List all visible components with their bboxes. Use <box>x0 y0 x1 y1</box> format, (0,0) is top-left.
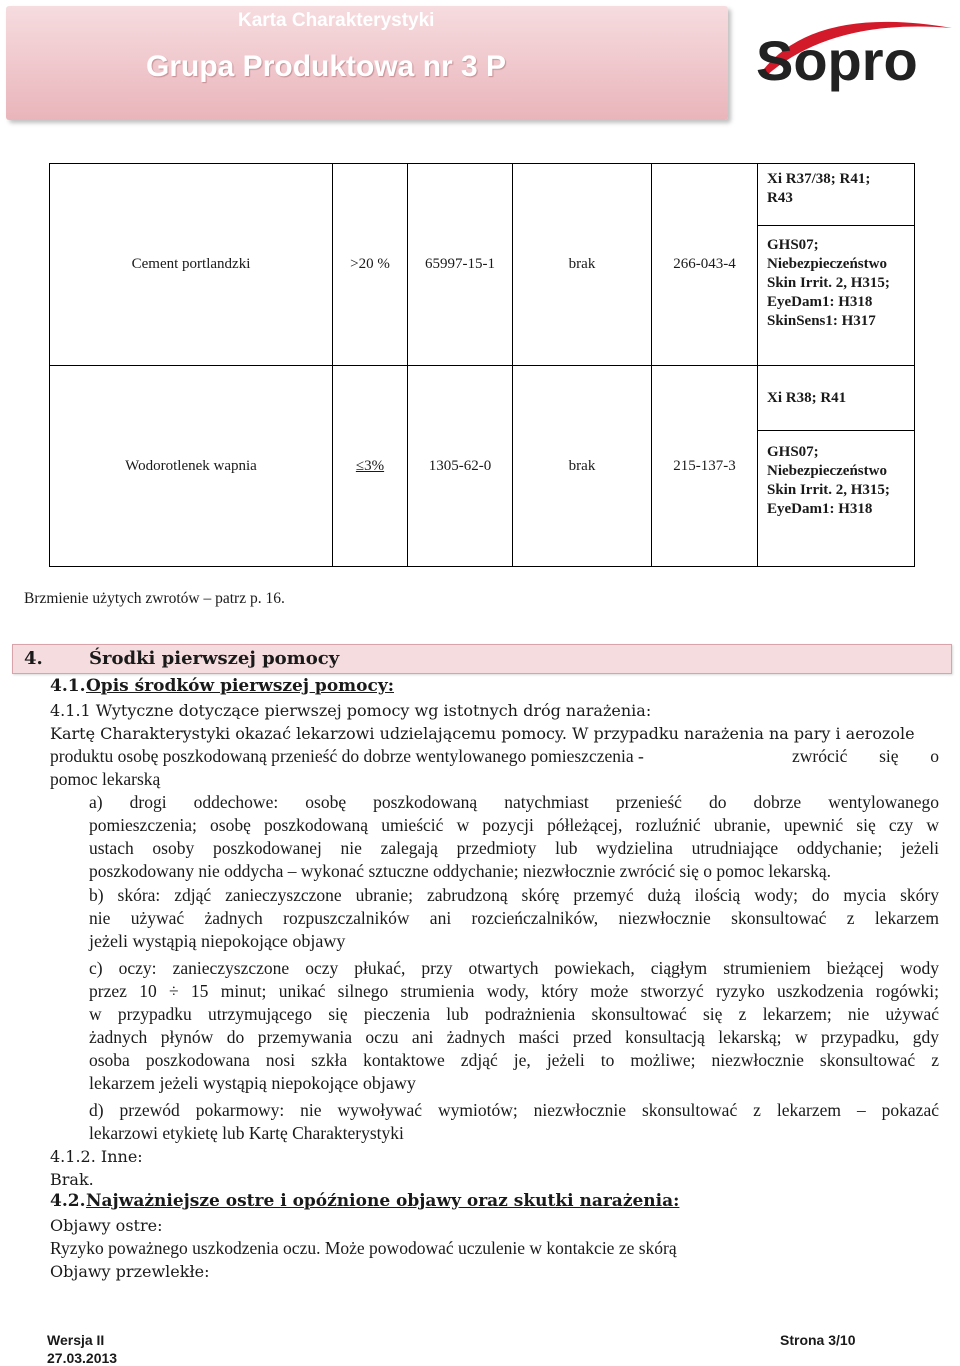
table-row <box>50 164 915 226</box>
substance-cas: 1305-62-0 <box>408 366 513 567</box>
section-4-number: 4. <box>24 648 43 669</box>
substance-ec: 215-137-3 <box>652 366 758 567</box>
item-d-digestive: d) przewód pokarmowy: nie wywoływać wymiotów; niezwłocznie skonsultować z lekarzem – pokazać lekarzowi etykietę lub Kartę Charakterystyki <box>89 1100 939 1143</box>
footer-page-number: Strona 3/10 <box>780 1332 856 1348</box>
substance-index: brak <box>513 164 652 366</box>
p411-line4: pomoc lekarską <box>50 769 161 789</box>
subsection-42-title: Najważniejsze ostre i opóźnione objawy oraz skutki narażenia: <box>86 1191 680 1211</box>
footer-date: 27.03.2013 <box>47 1350 118 1366</box>
p411-line3b: zwrócić się o <box>792 746 939 766</box>
substance-concentration: ≤3% <box>333 366 408 567</box>
subsection-42-number: 4.2. <box>50 1191 86 1211</box>
acute-symptoms-label: Objawy ostre: <box>50 1216 163 1235</box>
footer-version: Wersja II <box>47 1332 105 1348</box>
substance-cas: 65997-15-1 <box>408 164 513 366</box>
substance-name: Cement portlandzki <box>50 164 333 366</box>
p412-heading: 4.1.2. Inne: <box>50 1147 143 1166</box>
p412-text: Brak. <box>50 1170 94 1189</box>
classification-clp: GHS07; Niebezpieczeństwo Skin Irrit. 2, H315; EyeDam1: H318 SkinSens1: H317 <box>758 226 915 366</box>
classification-dsd: Xi R37/38; R41; R43 <box>758 164 915 226</box>
document-type-title: Karta Charakterystyki <box>238 10 435 31</box>
subsection-41-number: 4.1. <box>50 676 86 696</box>
acute-symptoms-text: Ryzyko poważnego uszkodzenia oczu. Może powodować uczulenie w kontakcie ze skórą <box>50 1238 677 1258</box>
item-b-skin: b) skóra: zdjąć zanieczyszczone ubranie; zabrudzoną skórę przemyć dużą ilością wody; do mycia skóry nie używać żadnych rozpuszczalników ani rozcieńczalników, niezwłocznie skonsultować z lekarzem jeżeli wystąpią niepokojące objawy <box>89 885 939 951</box>
classification-dsd: Xi R38; R41 <box>758 366 915 431</box>
subsection-41-title: Opis środków pierwszej pomocy: <box>86 676 394 696</box>
item-c-eyes: c) oczy: zanieczyszczone oczy płukać, przy otwartych powiekach, ciągłym strumieniem bieżącej wody przez 10 ÷ 15 minut; unikać silnego strumienia wody, który może stworzyć ryzyko uszkodzenia rogówki; w przypadku utrzymującego się pieczenia lub podrażnienia skonsultować się z lekarzem; nie używać żadnych płynów do przemywania oczu ani żadnych maści przed konsultacją lekarską; w przypadku, gdy osoba poszkodowana nosi szkła kontaktowe zdjąć je, jeżeli to możliwe; niezwłocznie skonsultować z lekarzem jeżeli wystąpią niepokojące objawy <box>89 958 939 1093</box>
substances-table <box>49 163 915 567</box>
p411-heading: 4.1.1 Wytyczne dotyczące pierwszej pomocy wg istotnych dróg narażenia: <box>50 701 652 720</box>
classification-clp: GHS07; Niebezpieczeństwo Skin Irrit. 2, H315; EyeDam1: H318 <box>758 431 915 567</box>
substance-ec: 266-043-4 <box>652 164 758 366</box>
p411-line2: Kartę Charakterystyki okazać lekarzowi udzielającemu pomocy. W przypadku narażenia na pary i aerozole <box>50 724 915 743</box>
substance-concentration: >20 % <box>333 164 408 366</box>
chronic-symptoms-label: Objawy przewlekłe: <box>50 1262 210 1281</box>
table-row <box>50 366 915 431</box>
product-group-title: Grupa Produktowa nr 3 P <box>146 50 507 83</box>
sopro-logo <box>752 14 958 104</box>
item-a-respiratory: a) drogi oddechowe: osobę poszkodowaną natychmiast przenieść do dobrze wentylowanego pomieszczenia; osobę poszkodowaną umieścić w pozycji półleżącej, rozluźnić ubranie, upewnić się czy w ustach osoby poszkodowanej nie zalegają przedmioty lub wydzielina utrudniające oddychanie; jeżeli poszkodowany nie oddycha – wykonać sztuczne oddychanie; niezwłocznie zwrócić się o pomoc lekarską. <box>89 792 939 881</box>
p411-line3: produktu osobę poszkodowaną przenieść do dobrze wentylowanego pomieszczenia - <box>50 746 644 766</box>
section-4-title: Środki pierwszej pomocy <box>89 648 340 669</box>
logo-wordmark: Sopro <box>756 29 918 92</box>
substance-index: brak <box>513 366 652 567</box>
substance-name: Wodorotlenek wapnia <box>50 366 333 567</box>
phrases-note: Brzmienie użytych zwrotów – patrz p. 16. <box>24 590 285 607</box>
